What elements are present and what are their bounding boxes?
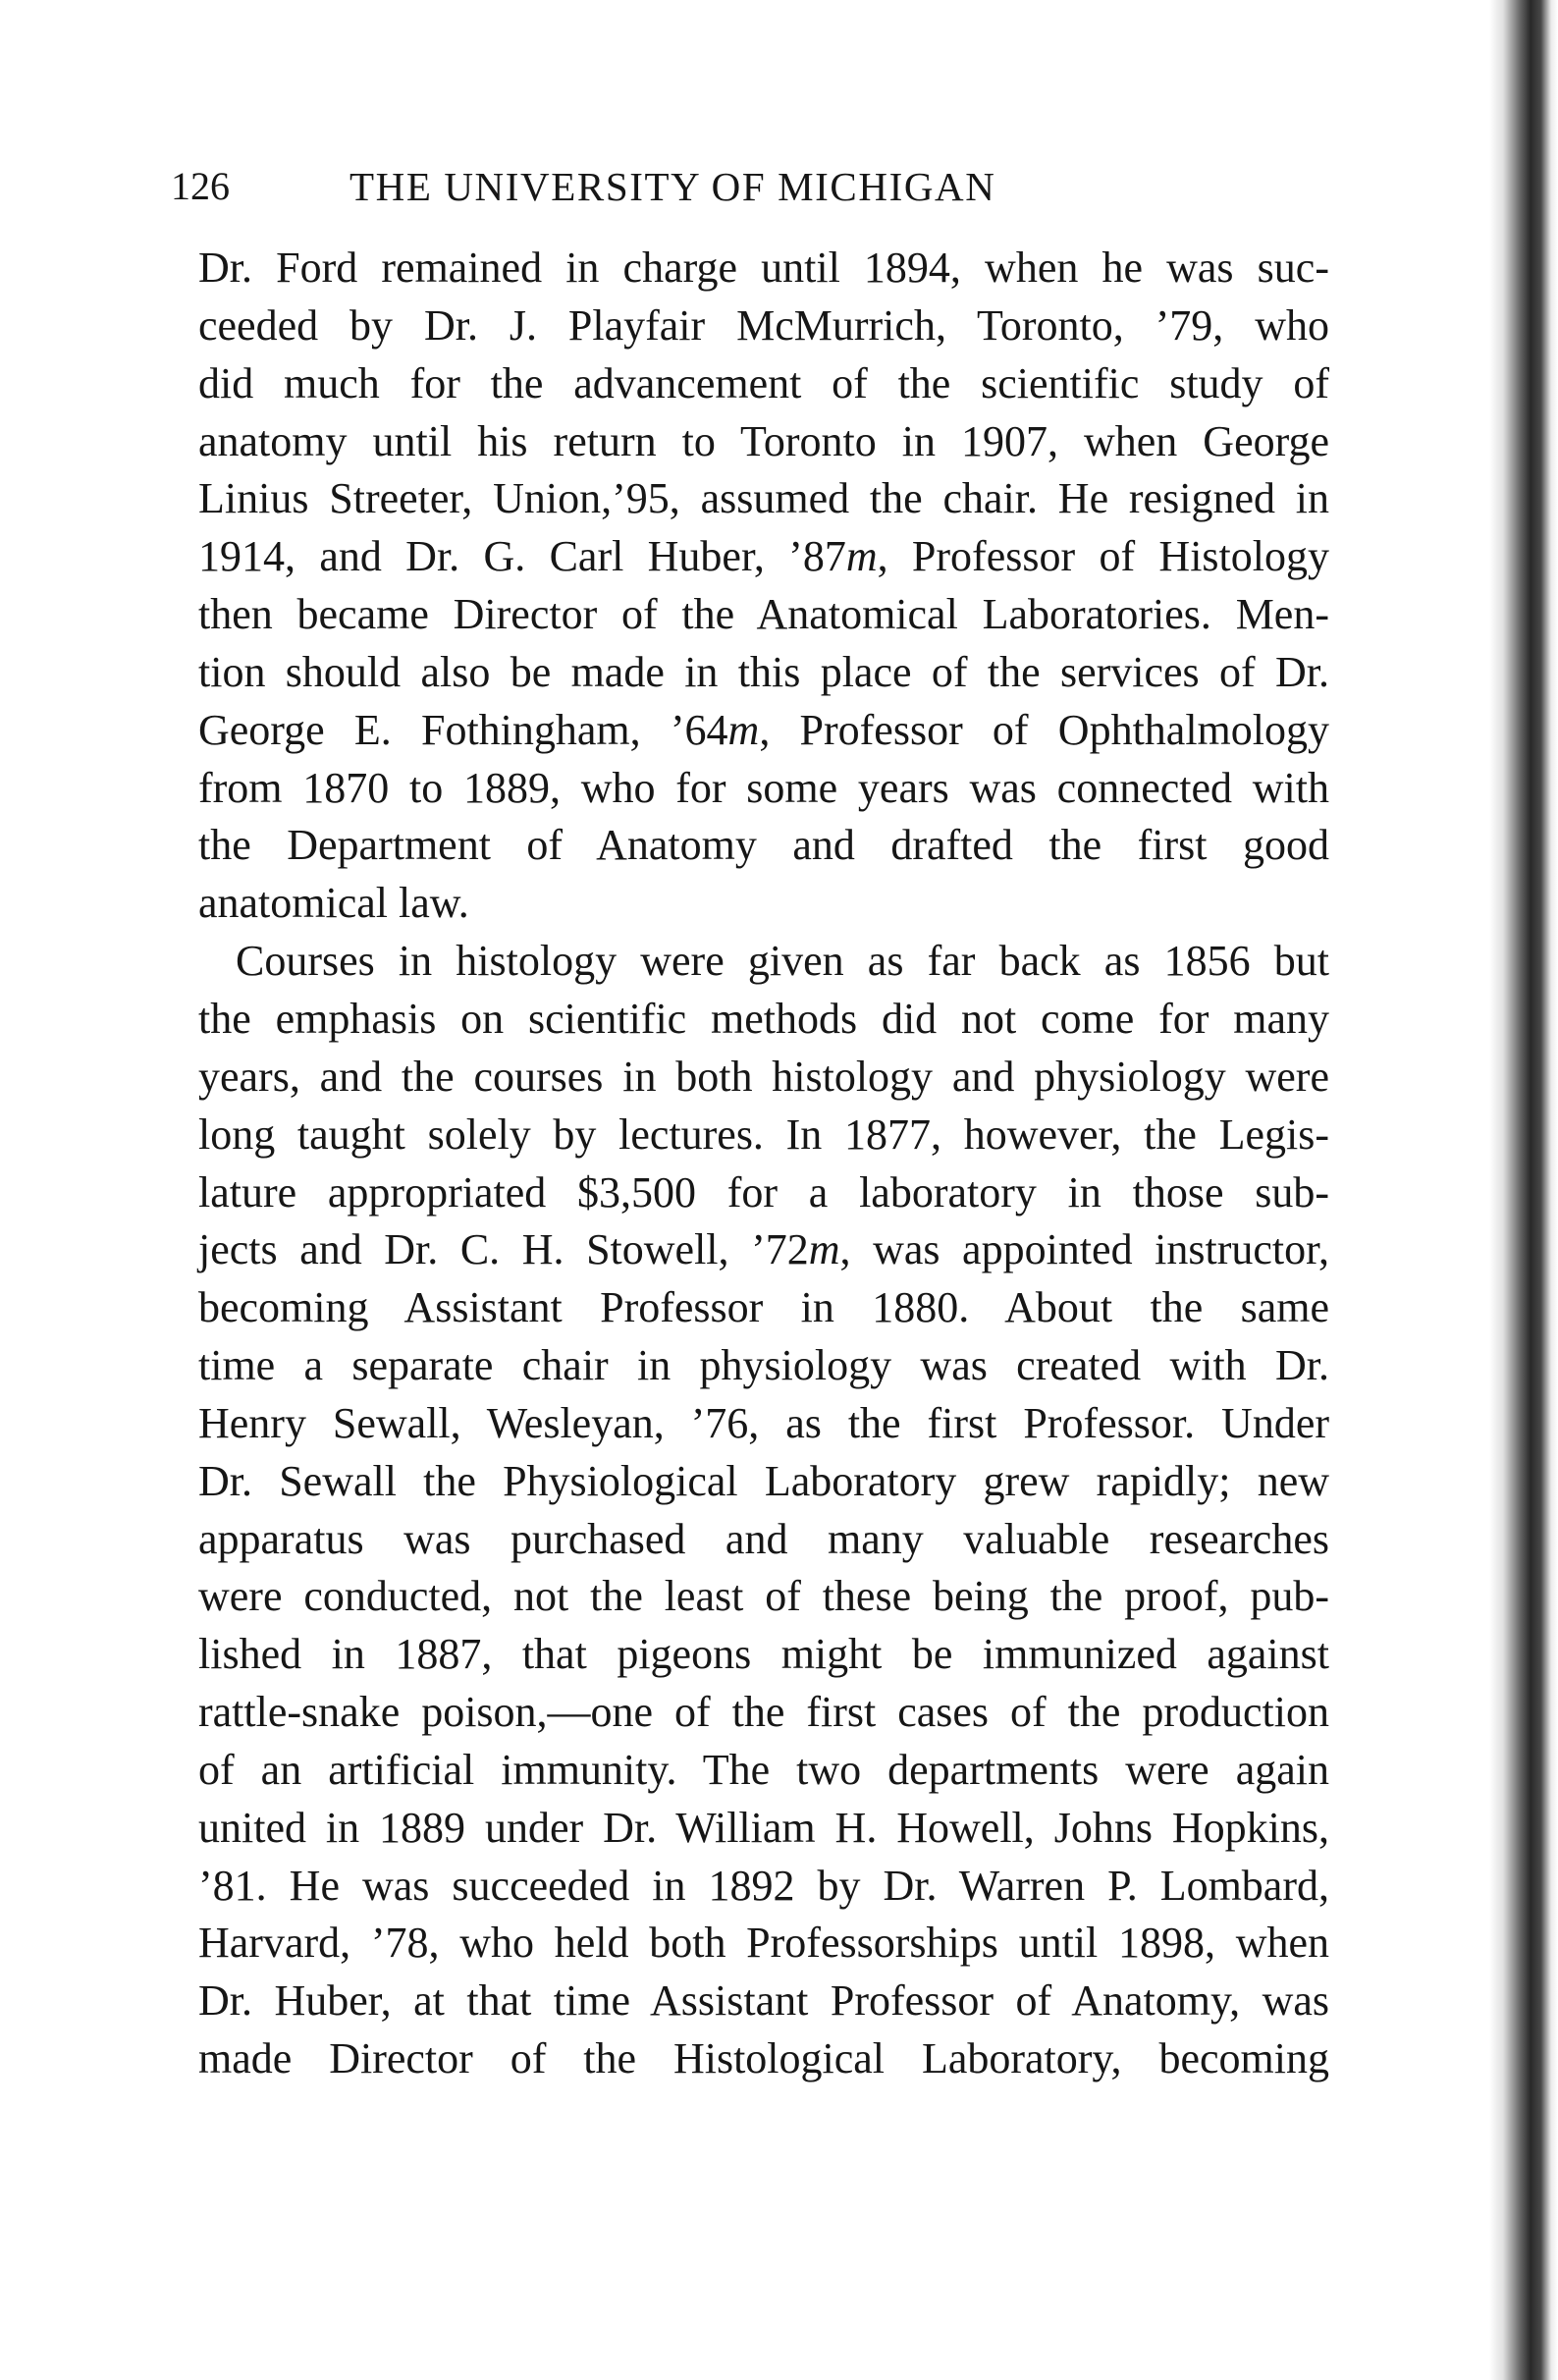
text-line: George E. Fothingham, ’64m, Professor of Ophthalmology bbox=[198, 705, 1329, 754]
paragraph bbox=[198, 240, 1329, 933]
text-line: years, and the courses in both histology and physiology were bbox=[198, 1052, 1329, 1101]
text-line: made Director of the Histological Laboratory, becoming bbox=[198, 2034, 1329, 2083]
paragraph bbox=[198, 933, 1329, 2088]
text-line: ’81. He was succeeded in 1892 by Dr. Warren P. Lombard, bbox=[198, 1861, 1329, 1910]
text-line: rattle-snake poison,—one of the first cases of the production bbox=[198, 1688, 1329, 1737]
text-line: Dr. Huber, at that time Assistant Professor of Anatomy, was bbox=[198, 1976, 1329, 2026]
text-line: 1914, and Dr. G. Carl Huber, ’87m, Professor of Histology bbox=[198, 532, 1329, 581]
text-line: lished in 1887, that pigeons might be immunized against bbox=[198, 1630, 1329, 1679]
text-line: the Department of Anatomy and drafted the first good bbox=[198, 821, 1329, 870]
text-line: Courses in histology were given as far back as 1856 but bbox=[236, 937, 1329, 986]
text-line: united in 1889 under Dr. William H. Howell, Johns Hopkins, bbox=[198, 1803, 1329, 1852]
text-line: were conducted, not the least of these being the proof, pub- bbox=[198, 1572, 1329, 1621]
text-line: anatomy until his return to Toronto in 1907, when George bbox=[198, 416, 1329, 465]
page-number: 126 bbox=[171, 164, 230, 208]
text-line: jects and Dr. C. H. Stowell, ’72m, was appointed instructor, bbox=[198, 1225, 1329, 1274]
body-text bbox=[198, 240, 1329, 2088]
text-line: ceeded by Dr. J. Playfair McMurrich, Toronto, ’79, who bbox=[198, 300, 1329, 350]
text-line: Dr. Sewall the Physiological Laboratory grew rapidly; new bbox=[198, 1456, 1329, 1505]
degree-suffix: m bbox=[845, 532, 878, 581]
text-line: long taught solely by lectures. In 1877, however, the Legis- bbox=[198, 1109, 1329, 1159]
text-line: lature appropriated $3,500 for a laboratory in those sub- bbox=[198, 1167, 1329, 1217]
text-line: Dr. Ford remained in charge until 1894, when he was suc- bbox=[198, 243, 1329, 292]
text-line: anatomical law. bbox=[198, 879, 469, 928]
text-line: becoming Assistant Professor in 1880. About the same bbox=[198, 1283, 1329, 1332]
text-line: tion should also be made in this place of the services of Dr. bbox=[198, 647, 1329, 696]
text-line: of an artificial immunity. The two departments were again bbox=[198, 1745, 1329, 1794]
text-line: from 1870 to 1889, who for some years was connected with bbox=[198, 763, 1329, 812]
text-line: Henry Sewall, Wesleyan, ’76, as the first Professor. Under bbox=[198, 1398, 1329, 1447]
text-line: Harvard, ’78, who held both Professorships until 1898, when bbox=[198, 1919, 1329, 1968]
degree-suffix: m bbox=[808, 1225, 840, 1274]
text-line: did much for the advancement of the scientific study of bbox=[198, 358, 1329, 407]
text-line: time a separate chair in physiology was created with Dr. bbox=[198, 1341, 1329, 1390]
running-header bbox=[0, 157, 1558, 216]
text-line: then became Director of the Anatomical Laboratories. Men- bbox=[198, 590, 1329, 639]
text-line: the emphasis on scientific methods did not come for many bbox=[198, 994, 1329, 1043]
running-title: THE UNIVERSITY OF MICHIGAN bbox=[349, 164, 996, 209]
text-line: apparatus was purchased and many valuable researches bbox=[198, 1514, 1329, 1563]
degree-suffix: m bbox=[727, 705, 760, 754]
page-gutter-shadow bbox=[1489, 0, 1558, 2380]
text-line: Linius Streeter, Union,’95, assumed the chair. He resigned in bbox=[198, 474, 1329, 523]
